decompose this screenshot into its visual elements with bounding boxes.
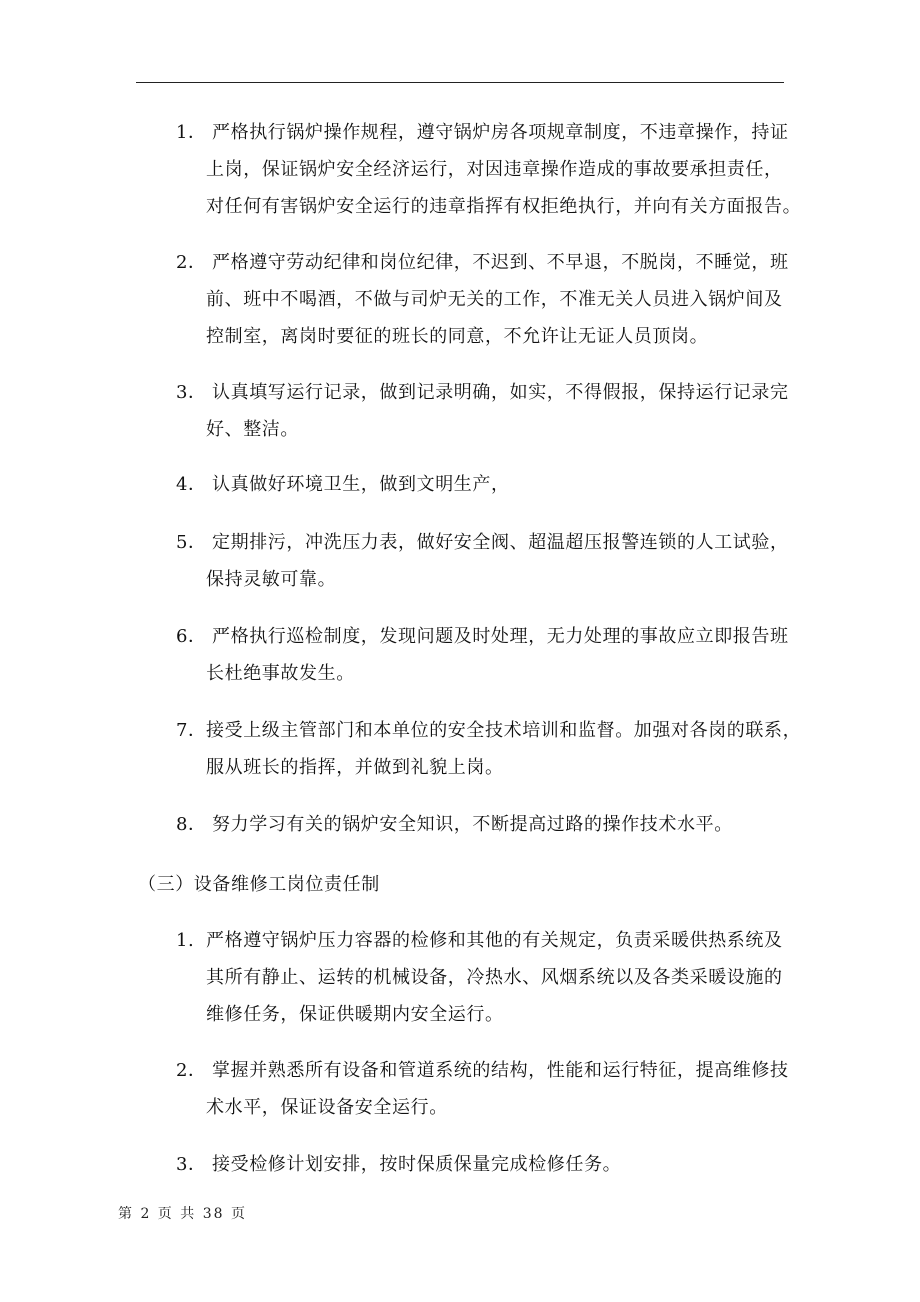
- item-text-line: 严格遵守锅炉压力容器的检修和其他的有关规定，负责采暖供热系统及: [206, 930, 783, 951]
- item-text-line: 前、班中不喝酒，不做与司炉无关的工作，不准无关人员进入锅炉间及: [206, 289, 783, 310]
- list-item: [176, 114, 801, 225]
- item-number: 8．: [176, 814, 207, 835]
- list-item: [176, 524, 789, 598]
- list-item: [176, 374, 789, 448]
- section-heading: （三）设备维修工岗位责任制: [138, 874, 380, 895]
- item-text-line: 掌握并熟悉所有设备和管道系统的结构，性能和运行特征，提高维修技: [212, 1060, 789, 1081]
- item-text-line: 严格执行巡检制度，发现问题及时处理，无力处理的事故应立即报告班: [212, 626, 789, 647]
- list-item: [176, 806, 733, 843]
- item-number: 2．: [176, 1060, 207, 1081]
- item-number: 1.: [176, 930, 195, 951]
- item-number: 7．: [176, 720, 207, 741]
- item-number: 1．: [176, 122, 207, 143]
- item-text-line: 努力学习有关的锅炉安全知识，不断提高过路的操作技术水平。: [212, 814, 733, 835]
- item-text-line: 严格遵守劳动纪律和岗位纪律，不迟到、不早退，不脱岗，不睡觉，班: [212, 252, 789, 273]
- list-item: [176, 1052, 789, 1126]
- item-text-line: 接受上级主管部门和本单位的安全技术培训和监督。加强对各岗的联系，: [206, 720, 802, 741]
- item-text-line: 严格执行锅炉操作规程，遵守锅炉房各项规章制度，不违章操作，持证: [212, 122, 789, 143]
- item-text-line: 上岗，保证锅炉安全经济运行，对因违章操作造成的事故要承担责任，: [206, 159, 783, 180]
- list-item: [176, 922, 783, 1033]
- list-item: [176, 1146, 621, 1183]
- item-text-line: 好、整洁。: [206, 419, 299, 440]
- item-number: 6．: [176, 626, 207, 647]
- item-text-line: 控制室，离岗时要征的班长的同意，不允许让无证人员顶岗。: [206, 326, 709, 347]
- item-number: 4．: [176, 474, 207, 495]
- list-item: [176, 466, 510, 503]
- item-text-line: 维修任务，保证供暖期内安全运行。: [206, 1004, 504, 1025]
- item-text-line: 定期排污，冲洗压力表，做好安全阀、超温超压报警连锁的人工试验，: [212, 532, 789, 553]
- item-number: 3．: [176, 382, 207, 403]
- page-footer: 第 2 页 共 38 页: [118, 1206, 247, 1222]
- list-item: [176, 618, 789, 692]
- list-item: [176, 244, 789, 355]
- item-number: 5．: [176, 532, 207, 553]
- item-text-line: 保持灵敏可靠。: [206, 569, 337, 590]
- item-number: 3．: [176, 1154, 207, 1175]
- item-text-line: 认真填写运行记录，做到记录明确，如实，不得假报，保持运行记录完: [212, 382, 789, 403]
- item-text-line: 认真做好环境卫生，做到文明生产，: [212, 474, 510, 495]
- list-item: [176, 712, 801, 786]
- header-rule: [136, 82, 784, 83]
- item-text-line: 接受检修计划安排，按时保质保量完成检修任务。: [212, 1154, 622, 1175]
- item-text-line: 长杜绝事故发生。: [206, 663, 355, 684]
- item-number: 2．: [176, 252, 207, 273]
- item-text-line: 服从班长的指挥，并做到礼貌上岗。: [206, 757, 504, 778]
- item-text-line: 其所有静止、运转的机械设备，冷热水、风烟系统以及各类采暖设施的: [206, 967, 783, 988]
- item-text-line: 对任何有害锅炉安全运行的违章指挥有权拒绝执行，并向有关方面报告。: [206, 196, 802, 217]
- item-text-line: 术水平，保证设备安全运行。: [206, 1097, 448, 1118]
